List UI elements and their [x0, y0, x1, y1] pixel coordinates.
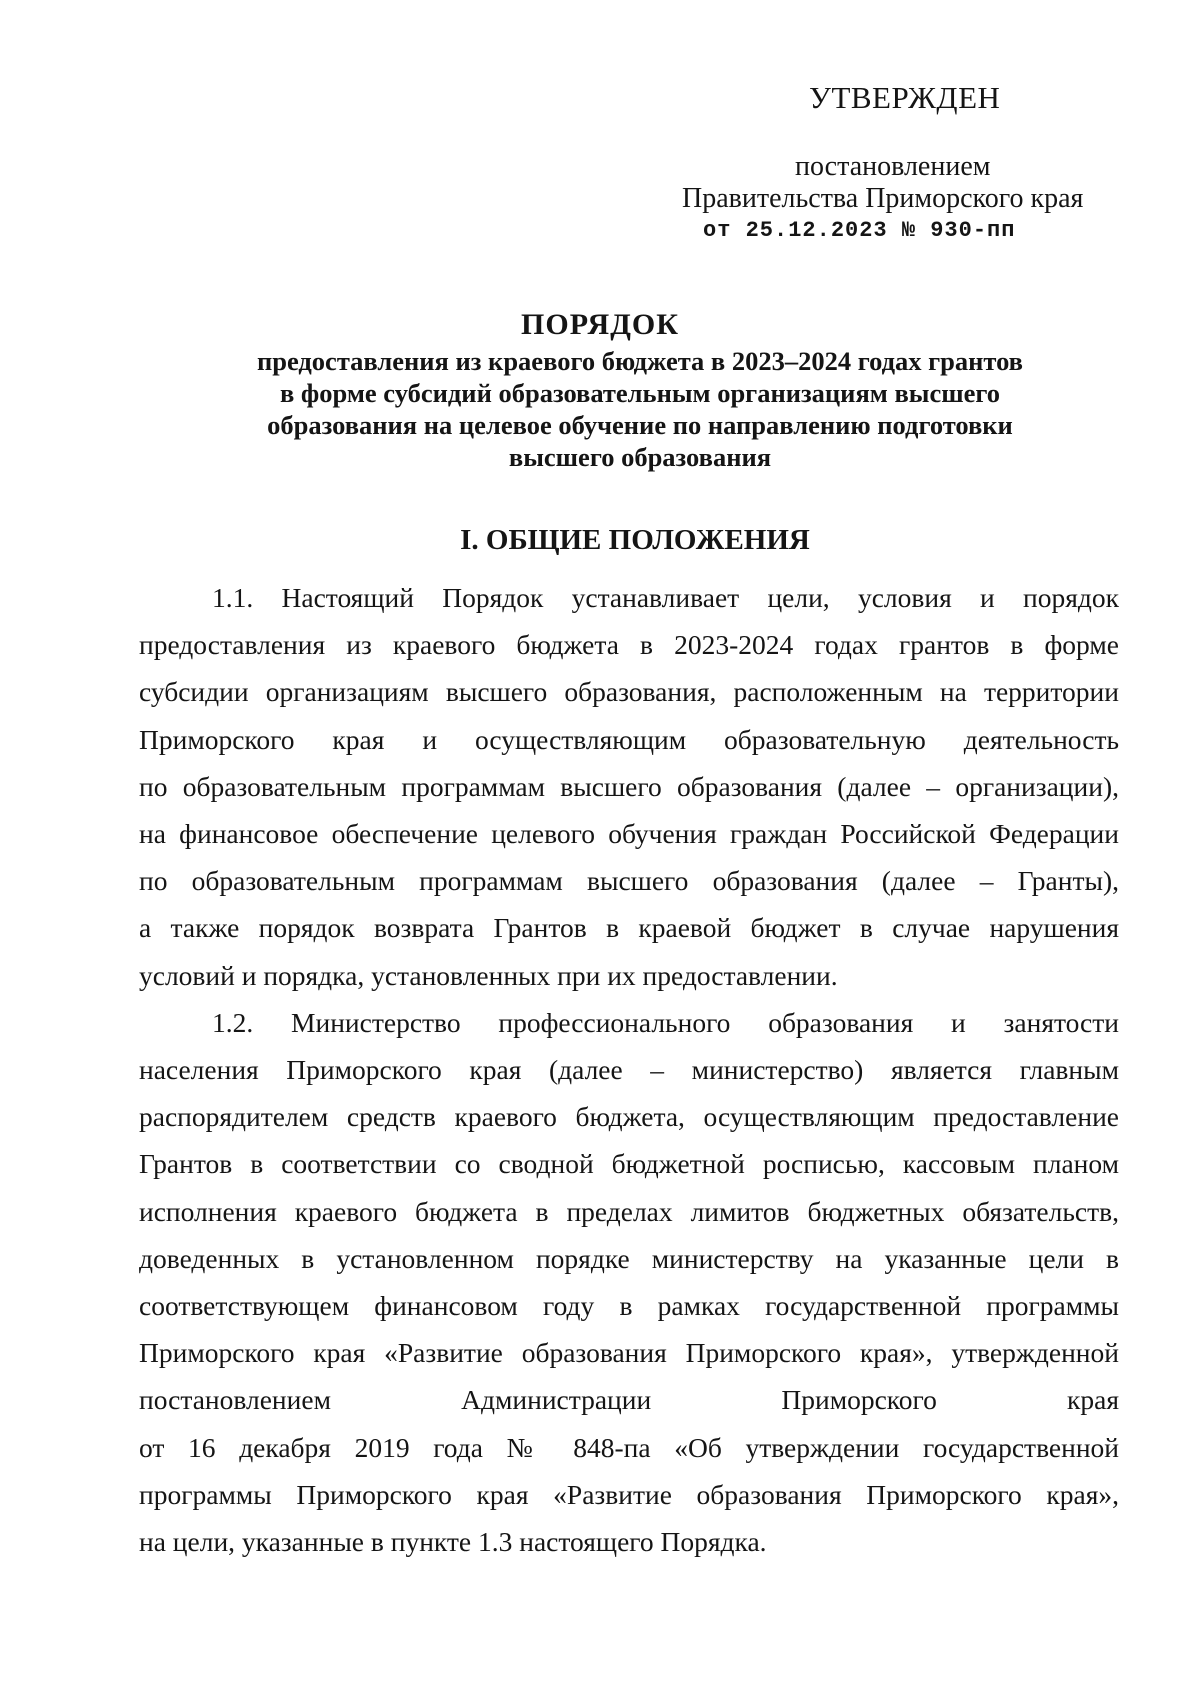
paragraph-line: Приморского края и осуществляющим образовательную деятельность: [139, 723, 1119, 755]
section-body: [139, 574, 1119, 1565]
paragraph-line: условий и порядка, установленных при их предоставлении.: [139, 959, 838, 991]
approval-line-2: Правительства Приморского края: [682, 183, 1084, 214]
paragraph-line: 1.2. Министерство профессионального образования и занятости: [212, 1006, 1119, 1038]
document-title: ПОРЯДОК: [521, 308, 679, 341]
paragraph-line: исполнения краевого бюджета в пределах лимитов бюджетных обязательств,: [139, 1195, 1119, 1227]
subtitle-line: предоставления из краевого бюджета в 2023–2024 годах грантов: [256, 346, 1023, 376]
paragraph-line: программы Приморского края «Развитие образования Приморского края»,: [139, 1478, 1119, 1510]
subtitle-line: образования на целевое обучение по направлению подготовки: [267, 410, 1013, 440]
paragraph-line: Приморского края «Развитие образования Приморского края», утвержденной: [139, 1337, 1119, 1369]
paragraph-line: постановлением Администрации Приморского края: [139, 1384, 1119, 1416]
paragraph-line: распорядителем средств краевого бюджета, осуществляющим предоставление: [139, 1101, 1119, 1133]
paragraph-line: от 16 декабря 2019 года № 848-па «Об утверждении государственной: [139, 1431, 1119, 1463]
paragraph-line: населения Приморского края (далее – министерство) является главным: [139, 1054, 1119, 1086]
document-subtitle: [200, 345, 1080, 473]
approval-stamp: УТВЕРЖДЕН: [809, 80, 1001, 115]
paragraph-1-2: [139, 999, 1119, 1565]
paragraph-line: по образовательным программам высшего образования (далее – Гранты),: [139, 865, 1119, 897]
approval-reference: от 25.12.2023 № 930-пп: [703, 218, 1016, 243]
paragraph-line: по образовательным программам высшего образования (далее – организации),: [139, 770, 1119, 802]
paragraph-line: а также порядок возврата Грантов в краевой бюджет в случае нарушения: [139, 912, 1119, 944]
paragraph-line: Грантов в соответствии со сводной бюджетной росписью, кассовым планом: [139, 1148, 1119, 1180]
paragraph-1-1: [139, 574, 1119, 999]
paragraph-line: доведенных в установленном порядке министерству на указанные цели в: [139, 1242, 1119, 1274]
paragraph-line: соответствующем финансовом году в рамках государственной программы: [139, 1290, 1119, 1322]
subtitle-line: высшего образования: [508, 442, 772, 472]
paragraph-line: 1.1. Настоящий Порядок устанавливает цели, условия и порядок: [212, 582, 1119, 613]
approval-line-1: постановлением: [795, 151, 991, 182]
subtitle-line: в форме субсидий образовательным организациям высшего: [280, 378, 1000, 408]
paragraph-line: на цели, указанные в пункте 1.3 настоящего Порядка.: [139, 1526, 767, 1558]
paragraph-line: предоставления из краевого бюджета в 2023-2024 годах грантов в форме: [139, 629, 1119, 661]
paragraph-line: субсидии организациям высшего образования, расположенным на территории: [139, 676, 1119, 708]
paragraph-line: на финансовое обеспечение целевого обучения граждан Российской Федерации: [139, 818, 1119, 850]
section-heading: I. ОБЩИЕ ПОЛОЖЕНИЯ: [460, 524, 810, 556]
